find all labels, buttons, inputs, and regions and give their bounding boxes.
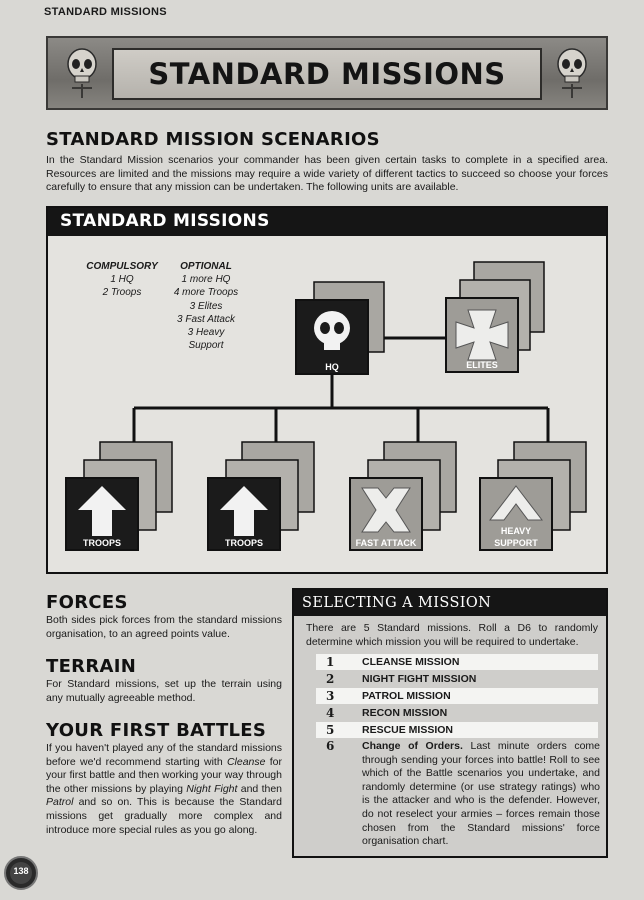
compulsory-line: 2 Troops: [102, 287, 142, 299]
elites-label: ELITES: [466, 360, 498, 370]
compulsory-line: 1 HQ: [110, 274, 134, 286]
first-battles-text: If you haven't played any of the standard missions before we'd recommend starting with Cleanse for your first battle and then working your way through the other missions by playing Night Fight and then Patrol and so on. This is because the Standard missions get gradually more complex and introduce more special rules as you go along.: [46, 742, 283, 836]
elites-tile: [446, 262, 544, 372]
skull-icon: [62, 44, 102, 100]
page-number: 138: [13, 866, 29, 876]
terrain-text: For Standard missions, set up the terrain using any mutually agreeable method.: [46, 678, 282, 704]
terrain-heading: TERRAIN: [46, 656, 137, 677]
mission-name: CLEANSE MISSION: [362, 656, 460, 668]
hq-label: HQ: [325, 362, 339, 372]
page-title: STANDARD MISSIONS: [148, 57, 506, 91]
title-banner: [46, 36, 608, 110]
org-diagram: [48, 236, 606, 572]
first-battles-heading: YOUR FIRST BATTLES: [46, 720, 267, 741]
troops-label: TROOPS: [82, 538, 122, 548]
troops-tile: [66, 442, 172, 550]
mission-row: [316, 671, 598, 687]
heavy-support-tile: [480, 442, 586, 550]
heavy-support-label: SUPPORT: [494, 538, 538, 548]
hq-tile: [296, 282, 384, 374]
optional-line: 3 Fast Attack: [177, 313, 235, 325]
mission-name: RESCUE MISSION: [362, 724, 454, 736]
skull-icon: [552, 44, 592, 100]
running-head: STANDARD MISSIONS: [44, 6, 167, 18]
troops-tile: [208, 442, 314, 550]
mission-number: 5: [326, 723, 335, 737]
scenarios-heading: STANDARD MISSION SCENARIOS: [46, 129, 380, 150]
mission-name: NIGHT FIGHT MISSION: [362, 673, 477, 685]
optional-heading: OPTIONAL: [180, 261, 232, 272]
troops-label: TROOPS: [224, 538, 264, 548]
banner-plate: [112, 48, 542, 100]
mission-row: [316, 654, 598, 670]
heavy-support-label: HEAVY: [500, 526, 532, 536]
scenarios-text: In the Standard Mission scenarios your commander has been given certain tasks to complete in a specified area. Resources are limited and the missions may require a wide variety of different tactics to succeed so choose your forces carefully to ensure that any mission can be undertaken. The following units are available.: [46, 154, 608, 194]
mission-number: 1: [326, 655, 335, 669]
mission-row: [316, 722, 598, 738]
selecting-mission-intro: There are 5 Standard missions. Roll a D6 to randomly determine which mission you will be required to undertake.: [306, 622, 598, 648]
mission-number: 6: [326, 739, 335, 753]
org-chart-header: STANDARD MISSIONS: [48, 208, 606, 236]
change-of-orders-text: Change of Orders. Last minute orders come through sending your forces into battle! Roll to see which of the Battle scenarios you undertake, and randomly determine (or use strategy ratings) who is the attacker and who is the defender. However, do not reselect your armies – forces remain those chosen from the Standard missions' force organisation chart.: [362, 740, 600, 848]
optional-line: 1 more HQ: [181, 274, 231, 286]
selecting-mission-box: [292, 588, 608, 858]
mission-row: [316, 688, 598, 704]
mission-number: 3: [326, 689, 335, 703]
optional-line: 4 more Troops: [173, 287, 239, 299]
fast-attack-tile: [350, 442, 456, 550]
forces-text: Both sides pick forces from the standard missions organisation, to an agreed points value.: [46, 614, 282, 640]
mission-number: 4: [326, 706, 335, 720]
optional-line: Support: [188, 340, 224, 352]
optional-line: 3 Heavy: [187, 327, 225, 339]
compulsory-heading: COMPULSORY: [86, 261, 158, 272]
selecting-mission-header: SELECTING A MISSION: [294, 590, 606, 616]
optional-line: 3 Elites: [189, 300, 223, 312]
mission-name: RECON MISSION: [362, 707, 448, 719]
fast-attack-label: FAST ATTACK: [355, 538, 417, 548]
org-chart: [46, 206, 608, 574]
mission-number: 2: [326, 672, 335, 686]
forces-heading: FORCES: [46, 592, 128, 613]
mission-name: PATROL MISSION: [362, 690, 451, 702]
mission-row: [316, 705, 598, 721]
